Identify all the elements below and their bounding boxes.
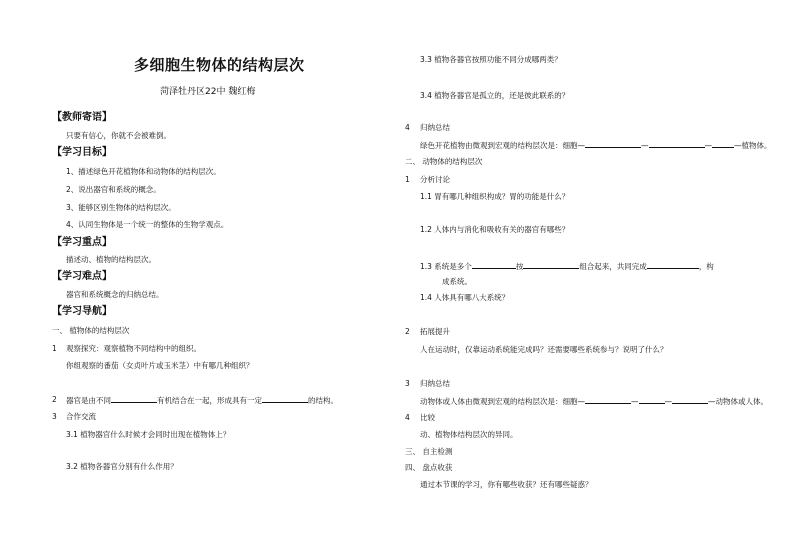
compare-heading: 比较 <box>420 413 435 422</box>
fill-blank[interactable] <box>585 397 631 404</box>
goal-item: 2、说出器官和系统的概念。 <box>66 185 161 194</box>
learning-goals-heading: 【学习目标】 <box>52 147 112 158</box>
question-3-1: 3.1 植物器官什么时候才会同时出现在植物体上？ <box>66 430 231 439</box>
teacher-message-text: 只要有信心，你就不会被难倒。 <box>66 131 171 140</box>
key-points-heading: 【学习重点】 <box>52 237 112 248</box>
part-four-heading: 四、 盘点收获 <box>405 463 453 472</box>
teacher-message-heading: 【教师寄语】 <box>52 112 112 123</box>
item-number: 4 <box>405 123 410 132</box>
question-3-2: 3.2 植物各器官分别有什么作用？ <box>66 462 178 471</box>
item-number: 1 <box>405 175 410 184</box>
cooperation-heading: 合作交流 <box>66 412 96 421</box>
summary-heading: 归纳总结 <box>420 123 450 132</box>
item-number: 3 <box>52 412 57 421</box>
item-number: 3 <box>405 379 410 388</box>
fill-blank[interactable] <box>523 262 579 269</box>
fill-blank[interactable] <box>585 141 641 148</box>
compare-text: 动、植物体结构层次的异同。 <box>420 430 518 439</box>
organ-definition-line: 器官是由不同 有机结合在一起，形成具有一定 的结构。 <box>66 396 338 405</box>
item-number: 2 <box>52 395 57 404</box>
plant-hierarchy-line: 绿色开花植物由微观到宏观的结构层次是：细胞— — — —植物体。 <box>420 141 772 150</box>
part-one-heading: 一、 植物体的结构层次 <box>52 326 130 335</box>
goal-item: 1、描述绿色开花植物体和动物体的结构层次。 <box>66 167 221 176</box>
fill-blank[interactable] <box>111 396 157 403</box>
item-number: 4 <box>405 413 410 422</box>
analysis-heading: 分析讨论 <box>420 175 450 184</box>
fill-blank[interactable] <box>647 262 699 269</box>
goal-item: 3、能够区别生物体的结构层次。 <box>66 203 176 212</box>
item-number: 1 <box>52 344 57 353</box>
system-definition-line: 1.3 系统是多个 按 组合起来，共同完成 ，构 <box>420 262 714 271</box>
page-title: 多细胞生物体的结构层次 <box>134 56 305 74</box>
question-1-1: 1.1 胃有哪几种组织构成？胃的功能是什么？ <box>420 192 570 201</box>
observation-question: 你组观察的番茄（女贞叶片或玉米茎）中有哪几种组织？ <box>66 361 254 370</box>
fill-blank[interactable] <box>262 396 308 403</box>
question-3-3: 3.3 植物各器官按照功能不同分成哪两类？ <box>420 55 562 64</box>
difficulties-heading: 【学习难点】 <box>52 271 112 282</box>
animal-summary-heading: 归纳总结 <box>420 379 450 388</box>
fill-blank[interactable] <box>649 141 705 148</box>
part-three-heading: 三、 自主检测 <box>405 447 453 456</box>
fill-blank[interactable] <box>472 262 516 269</box>
key-points-text: 描述动、植物的结构层次。 <box>66 255 156 264</box>
fill-blank[interactable] <box>639 397 665 404</box>
question-1-2: 1.2 人体内与消化和吸收有关的器官有哪些？ <box>420 225 570 234</box>
fill-blank[interactable] <box>712 141 734 148</box>
part-two-heading: 二、 动物体的结构层次 <box>405 157 483 166</box>
difficulties-text: 器官和系统概念的归纳总结。 <box>66 290 164 299</box>
item-number: 2 <box>405 327 410 336</box>
reflection-question: 通过本节课的学习，你有哪些收获？还有哪些疑惑？ <box>420 480 593 489</box>
author-line: 菏泽牡丹区22中 魏红梅 <box>160 87 256 97</box>
extension-question: 人在运动时，仅靠运动系统能完成吗？还需要哪些系统参与？说明了什么？ <box>420 345 668 354</box>
question-1-4: 1.4 人体具有哪八大系统？ <box>420 293 510 302</box>
observation-task: 观察探究：观察植物不同结构中的组织。 <box>66 344 201 353</box>
system-definition-cont: 成系统。 <box>442 277 472 286</box>
extension-heading: 拓展提升 <box>420 327 450 336</box>
animal-hierarchy-line: 动物体或人体由微观到宏观的结构层次是：细胞— — — —动物体或人体。 <box>420 397 768 406</box>
question-3-4: 3.4 植物各器官是孤立的，还是彼此联系的？ <box>420 91 570 100</box>
fill-blank[interactable] <box>672 397 708 404</box>
learning-guide-heading: 【学习导航】 <box>52 306 112 317</box>
goal-item: 4、认同生物体是一个统一的整体的生物学观点。 <box>66 220 229 229</box>
